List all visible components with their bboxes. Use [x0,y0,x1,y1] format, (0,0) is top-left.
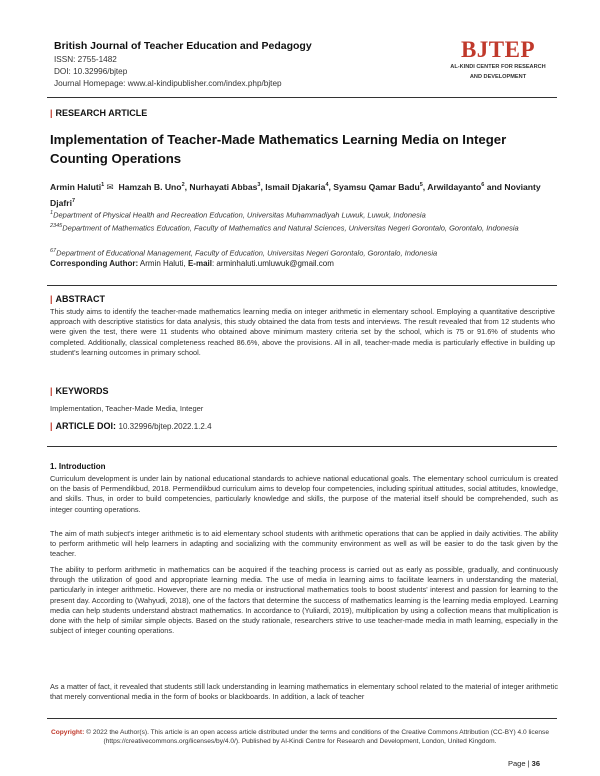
section-rule [47,285,557,286]
page-number: Page | 36 [508,759,540,768]
header-rule [47,97,557,98]
abstract-text: This study aims to identify the teacher-made mathematics learning media on integer arithmetic in elementary school. Employing a quantitative descriptive approach with descriptive statistics for data analysis, this study obtained the data from tests and interviews. The result revealed that from 12 students who were given the test, there were 11 students who obtained above minimum mastery criteria set by the school, which is 75 or 91.6% of students who completed. Additionally, classical completeness reached 86.6%, above the provisions. All in all, teacher-made media is particularly effective in building up student's learning outcomes in primary school. [50,307,555,357]
author-list [50,178,555,210]
affiliation-2: $^{2345}$Department of Mathematics Education, Faculty of Mathematics and Natural Sciences, Universitas Negeri Gorontalo, Gorontalo, Indonesia [50,223,519,233]
journal-logo [438,38,558,81]
journal-homepage[interactable]: Journal Homepage: www.al-kindipublisher.com/index.php/bjtep [54,79,282,88]
paper-title: Implementation of Teacher-Made Mathematics Learning Media on Integer Counting Operations [50,132,507,166]
logo-sub-2: AND DEVELOPMENT [469,73,527,80]
keywords-heading: | KEYWORDS [50,386,109,396]
author-1: Armin Haluti$^1$ ✉ [50,181,114,192]
article-doi-value[interactable]: 10.32996/bjtep.2022.1.2.4 [118,422,212,431]
author-7: and Novianty Djafri$^7$ [50,181,541,208]
intro-paragraph-3: The ability to perform arithmetic in mathematics can be acquired if the teaching process is carried out as early as possible, gradually, and continuously through the utilization of good and appropriate learning media. The use of media in learning aims to facilitate learners in understanding the material, particularly in integer arithmetic. However, there are no media or instructional mathematics tools to boost students' interest and passion for learning to the present day. According to (Wahyudi, 2018), one of the factors that determine the success of mathematics learning is the learning media employed. Learning media can help students understand abstract mathematics. In accordance to (Yuliardi, 2019), multiplication by using a collection means that multiplication is done with the help of similar simple objects. Based on the study rationale, researchers strive to use teacher-made media in math learning, especially in the subject of integer counting operations. [50,565,558,636]
footer-rule [47,718,557,719]
author-2: Hamzah B. Uno$^2$, [118,181,188,192]
article-doi: | ARTICLE DOI: 10.32996/bjtep.2022.1.2.4 [50,421,212,431]
article-type: | RESEARCH ARTICLE [50,108,148,118]
journal-doi: DOI: 10.32996/bjtep [54,67,128,76]
keywords-text: Implementation, Teacher-Made Media, Integer [50,404,204,413]
author-5: Syamsu Qamar Badu$^5$, [333,181,426,192]
affiliation-1: $^1$Department of Physical Health and Recreation Education, Universitas Muhammadiyah Luwuk, Luwuk, Indonesia [50,210,426,220]
author-3: Nurhayati Abbas$^3$, [189,181,263,192]
abstract-heading: | ABSTRACT [50,294,106,304]
journal-title: British Journal of Teacher Education and Pedagogy [54,40,312,52]
corresponding-email[interactable]: : arminhaluti.umluwuk@gmail.com [211,259,334,268]
intro-paragraph-1: Curriculum development is under lain by national educational standards to achieve national educational goals. The elementary school curriculum is created on the basis of Permendikbud, 2018. Permendikbud curriculum aims to develop four competencies, including spiritual attitudes, social attitudes, knowledge, and skills. Thus, in order to build competencies, particularly knowledge and skills, the purpose of the material itself should be comprehended, such as integer counting operations. [50,474,558,514]
logo-sub-1: AL-KINDI CENTER FOR RESEARCH [450,64,546,70]
intro-rule [47,446,557,447]
copyright-notice: Copyright: © 2022 the Author(s). This article is an open access article distributed under the terms and conditions of the Creative Commons Attribution (CC-BY) 4.0 license (https://creativecommons.org/licenses/by/4.0/). Published by Al-Kindi Centre for Research and Development, London, United Kingdom. [50,729,550,745]
intro-paragraph-4: As a matter of fact, it revealed that students still lack understanding in learning mathematics in elementary school related to the material of integer arithmetic that merely conventional media in the form of books or blackboards. In addition, a lack of teacher [50,682,558,702]
journal-issn: ISSN: 2755-1482 [54,55,117,64]
author-4: Ismail Djakaria$^4$, [265,181,331,192]
intro-paragraph-2: The aim of math subject's integer arithmetic is to aid elementary school students with arithmetic operations that can be applied in daily activities. The ability to perform arithmetic will help learners in adapting and socializing with the community environment as well as will be easier to do the task given by the teacher. [50,529,558,559]
affiliation-3: $^{67}$Department of Educational Management, Faculty of Education, Universitas Negeri Gorontalo, Gorontalo, Indonesia [50,248,438,258]
logo-text: BJTEP [460,37,536,62]
author-6: Arwildayanto$^6$ [427,181,485,192]
corresponding-author: Corresponding Author: Armin Haluti, E-mail: arminhaluti.umluwuk@gmail.com [50,259,334,268]
mail-icon[interactable]: ✉ [106,181,114,192]
introduction-heading: 1. Introduction [50,462,106,471]
